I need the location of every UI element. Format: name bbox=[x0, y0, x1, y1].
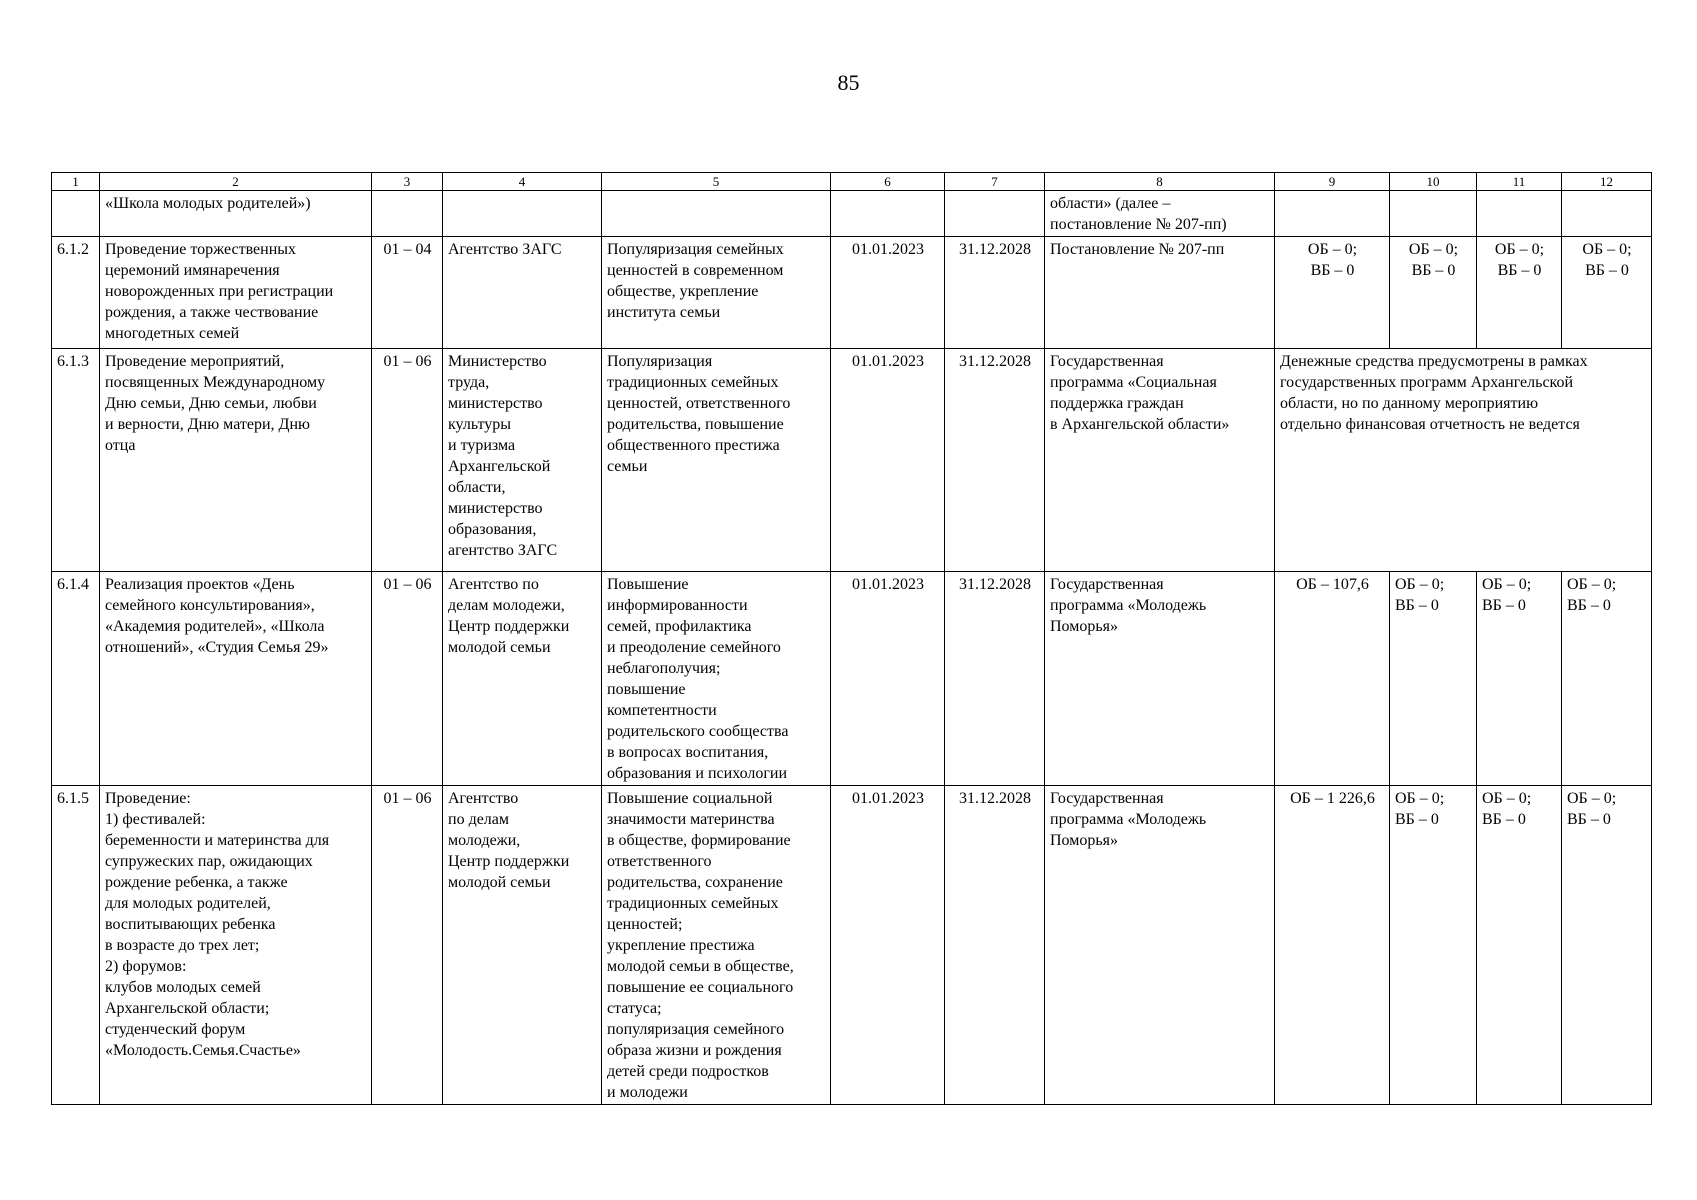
cell-num: 6.1.3 bbox=[52, 349, 100, 572]
cell-result: Популяризация традиционных семейных ценностей, ответственного родительства, повышение общественного престижа семьи bbox=[602, 349, 831, 572]
cell-period: 01 – 04 bbox=[372, 237, 443, 349]
header-col-4: 4 bbox=[443, 173, 602, 191]
cell-name: Проведение торжественных церемоний имянаречения новорожденных при регистрации рождения, а также чествование многодетных семей bbox=[100, 237, 372, 349]
cell-funding-11: ОБ – 0; ВБ – 0 bbox=[1477, 786, 1562, 1105]
table-row bbox=[52, 191, 1652, 237]
cell-funding-12: ОБ – 0; ВБ – 0 bbox=[1562, 572, 1652, 786]
header-col-6: 6 bbox=[831, 173, 945, 191]
cell-executor: Агентство по делам молодежи, Центр поддержки молодой семьи bbox=[443, 786, 602, 1105]
header-row bbox=[52, 173, 1652, 191]
table-row bbox=[52, 349, 1652, 572]
cell-executor: Агентство по делам молодежи, Центр поддержки молодой семьи bbox=[443, 572, 602, 786]
cell-funding-12: ОБ – 0; ВБ – 0 bbox=[1562, 786, 1652, 1105]
cell-doc: области» (далее – постановление № 207-пп) bbox=[1045, 191, 1275, 237]
cell-funding-9: ОБ – 0; ВБ – 0 bbox=[1275, 237, 1390, 349]
cell-name: Реализация проектов «День семейного консультирования», «Академия родителей», «Школа отношений», «Студия Семья 29» bbox=[100, 572, 372, 786]
cell-result: Популяризация семейных ценностей в современном обществе, укрепление института семьи bbox=[602, 237, 831, 349]
cell-doc: Государственная программа «Социальная поддержка граждан в Архангельской области» bbox=[1045, 349, 1275, 572]
cell-result bbox=[602, 191, 831, 237]
header-col-9: 9 bbox=[1275, 173, 1390, 191]
cell-funding-10 bbox=[1390, 191, 1477, 237]
header-col-2: 2 bbox=[100, 173, 372, 191]
cell-num: 6.1.4 bbox=[52, 572, 100, 786]
cell-executor: Агентство ЗАГС bbox=[443, 237, 602, 349]
header-col-7: 7 bbox=[945, 173, 1045, 191]
cell-end: 31.12.2028 bbox=[945, 786, 1045, 1105]
table-row bbox=[52, 786, 1652, 1105]
cell-num bbox=[52, 191, 100, 237]
cell-start: 01.01.2023 bbox=[831, 237, 945, 349]
header-col-12: 12 bbox=[1562, 173, 1652, 191]
header-col-11: 11 bbox=[1477, 173, 1562, 191]
cell-funding-11: ОБ – 0; ВБ – 0 bbox=[1477, 237, 1562, 349]
header-col-10: 10 bbox=[1390, 173, 1477, 191]
cell-funding-12 bbox=[1562, 191, 1652, 237]
cell-funding-10: ОБ – 0; ВБ – 0 bbox=[1390, 237, 1477, 349]
cell-funding-10: ОБ – 0; ВБ – 0 bbox=[1390, 572, 1477, 786]
page-number: 85 bbox=[837, 70, 860, 95]
cell-end: 31.12.2028 bbox=[945, 572, 1045, 786]
cell-result: Повышение информированности семей, профилактика и преодоление семейного неблагополучия; повышение компетентности родительского сообщества в вопросах воспитания, образования и психологии bbox=[602, 572, 831, 786]
cell-name: Проведение: 1) фестивалей: беременности и материнства для супружеских пар, ожидающих рождение ребенка, а также для молодых родителей, воспитывающих ребенка в возрасте до трех лет; 2) форумов: клубов молодых семей Архангельской области; студенческий форум «Молодость.Семья.Счастье» bbox=[100, 786, 372, 1105]
cell-period bbox=[372, 191, 443, 237]
cell-funding-12: ОБ – 0; ВБ – 0 bbox=[1562, 237, 1652, 349]
cell-start bbox=[831, 191, 945, 237]
cell-num: 6.1.2 bbox=[52, 237, 100, 349]
cell-period: 01 – 06 bbox=[372, 572, 443, 786]
measures-table bbox=[51, 172, 1652, 1105]
cell-result: Повышение социальной значимости материнства в обществе, формирование ответственного родительства, сохранение традиционных семейных ценностей; укрепление престижа молодой семьи в обществе, повышение ее социального статуса; популяризация семейного образа жизни и рождения детей среди подростков и молодежи bbox=[602, 786, 831, 1105]
cell-doc: Государственная программа «Молодежь Поморья» bbox=[1045, 572, 1275, 786]
cell-start: 01.01.2023 bbox=[831, 572, 945, 786]
cell-doc: Государственная программа «Молодежь Поморья» bbox=[1045, 786, 1275, 1105]
cell-end: 31.12.2028 bbox=[945, 237, 1045, 349]
table-row bbox=[52, 572, 1652, 786]
cell-funding-11: ОБ – 0; ВБ – 0 bbox=[1477, 572, 1562, 786]
cell-funding-note: Денежные средства предусмотрены в рамках государственных программ Архангельской области, но по данному мероприятию отдельно финансовая отчетность не ведется bbox=[1275, 349, 1652, 572]
cell-start: 01.01.2023 bbox=[831, 349, 945, 572]
cell-start: 01.01.2023 bbox=[831, 786, 945, 1105]
cell-name: Проведение мероприятий, посвященных Международному Дню семьи, Дню семьи, любви и верности, Дню матери, Дню отца bbox=[100, 349, 372, 572]
header-col-1: 1 bbox=[52, 173, 100, 191]
header-col-5: 5 bbox=[602, 173, 831, 191]
cell-funding-11 bbox=[1477, 191, 1562, 237]
cell-funding-9 bbox=[1275, 191, 1390, 237]
cell-num: 6.1.5 bbox=[52, 786, 100, 1105]
table-row bbox=[52, 237, 1652, 349]
cell-funding-10: ОБ – 0; ВБ – 0 bbox=[1390, 786, 1477, 1105]
cell-end: 31.12.2028 bbox=[945, 349, 1045, 572]
cell-funding-9: ОБ – 107,6 bbox=[1275, 572, 1390, 786]
header-col-8: 8 bbox=[1045, 173, 1275, 191]
cell-funding-9: ОБ – 1 226,6 bbox=[1275, 786, 1390, 1105]
cell-executor: Министерство труда, министерство культуры и туризма Архангельской области, министерство образования, агентство ЗАГС bbox=[443, 349, 602, 572]
header-col-3: 3 bbox=[372, 173, 443, 191]
cell-end bbox=[945, 191, 1045, 237]
cell-name: «Школа молодых родителей») bbox=[100, 191, 372, 237]
cell-doc: Постановление № 207-пп bbox=[1045, 237, 1275, 349]
cell-period: 01 – 06 bbox=[372, 349, 443, 572]
cell-executor bbox=[443, 191, 602, 237]
cell-period: 01 – 06 bbox=[372, 786, 443, 1105]
